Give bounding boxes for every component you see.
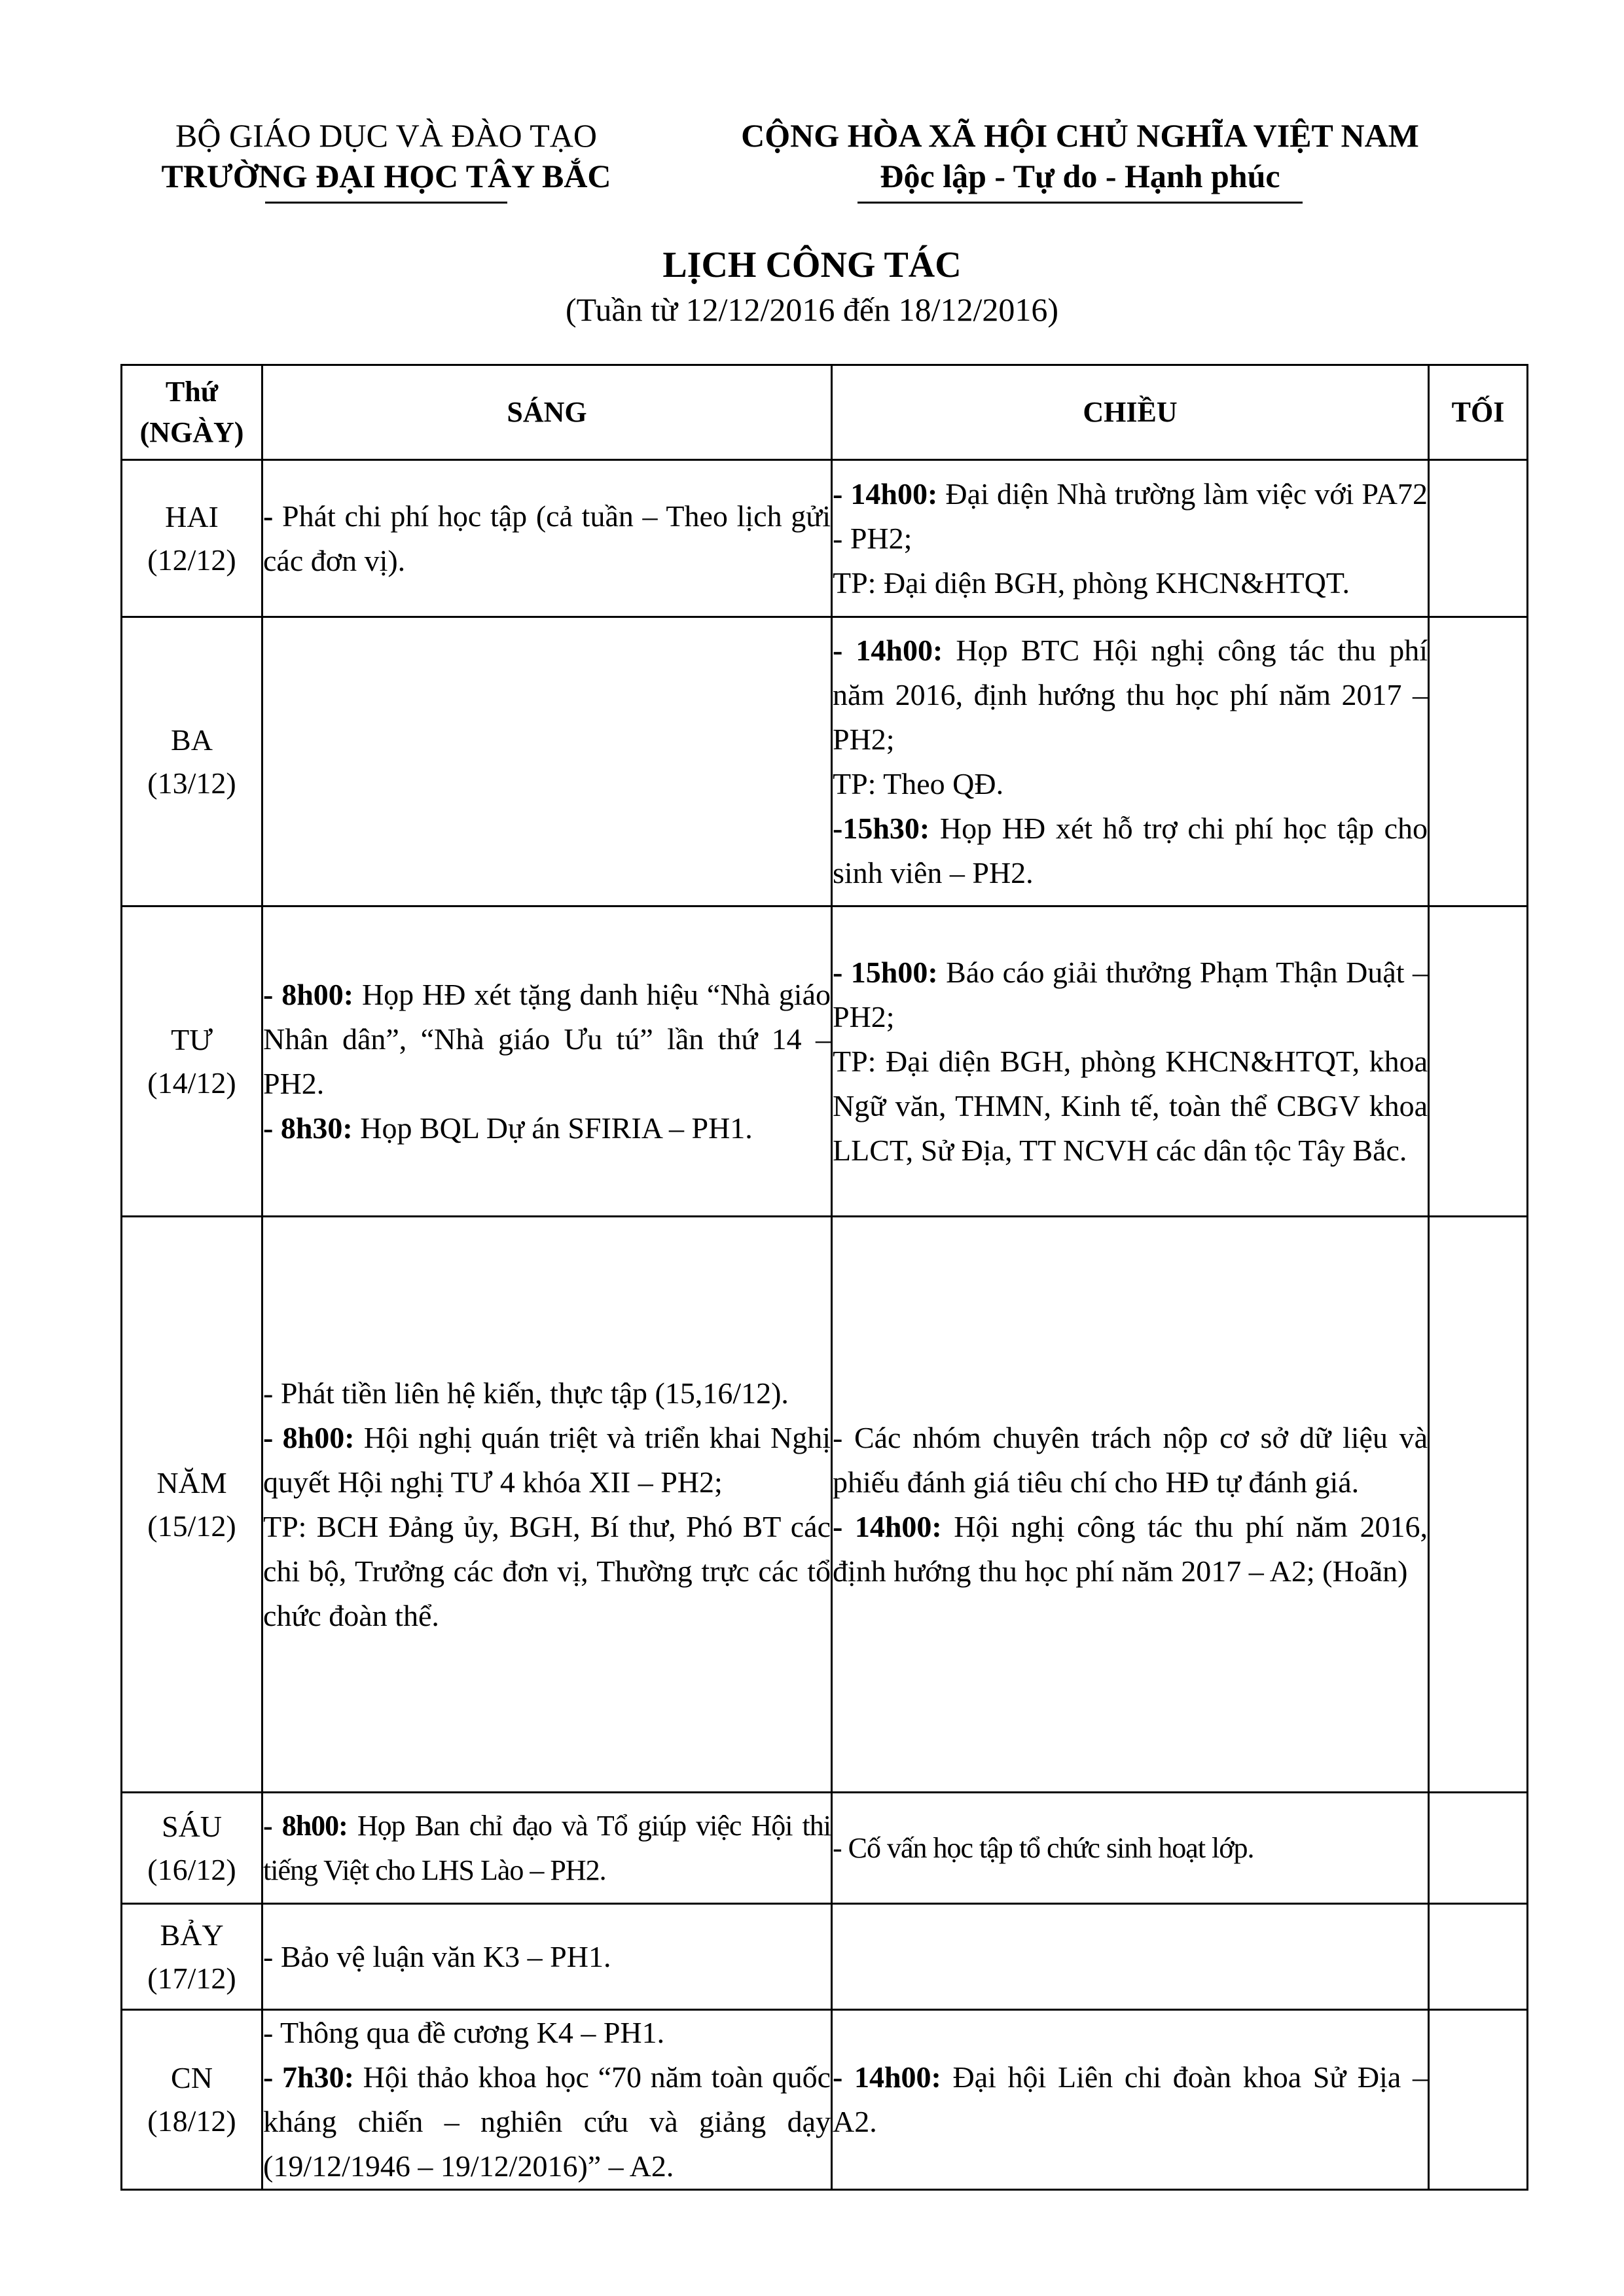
afternoon-cell <box>832 906 1429 1217</box>
day-name: BA <box>171 723 213 757</box>
entry-text: Hội thảo khoa học “70 năm toàn quốc kháng chiến – nghiên cứu và giảng dạy (19/12/1946 – 19/12/2016)” – A2. <box>263 2060 831 2183</box>
morning-cell <box>262 906 832 1217</box>
entry-text: Phát chi phí học tập (cả tuần – Theo lịch gửi các đơn vị). <box>263 499 831 577</box>
evening-cell <box>1429 906 1528 1217</box>
entry-time: - 15h00: <box>833 955 938 989</box>
entry-text: - Các nhóm chuyên trách nộp cơ sở dữ liệu và phiếu đánh giá tiêu chí cho HĐ tự đánh giá. <box>833 1420 1428 1499</box>
morning-cell <box>262 2010 832 2190</box>
entry-text: Họp Ban chỉ đạo và Tổ giúp việc Hội thi tiếng Việt cho LHS Lào – PH2. <box>263 1809 831 1886</box>
afternoon-cell <box>832 2010 1429 2190</box>
entry-text: - Bảo vệ luận văn K3 – PH1. <box>263 1939 611 1973</box>
morning-cell <box>262 1793 832 1904</box>
day-date: (14/12) <box>147 1066 236 1100</box>
entry-text: Đại hội Liên chi đoàn khoa Sử Địa – A2. <box>833 2060 1428 2138</box>
national-motto: Độc lập - Tự do - Hạnh phúc <box>880 158 1280 194</box>
morning-entry <box>263 494 831 583</box>
afternoon-entry <box>833 1826 1428 1871</box>
table-row <box>122 1904 1528 2010</box>
afternoon-cell <box>832 1793 1429 1904</box>
afternoon-entry <box>833 472 1428 561</box>
morning-entry <box>263 1106 831 1151</box>
header-evening: TỐI <box>1429 365 1528 460</box>
afternoon-cell <box>832 1904 1429 2010</box>
entry-text: Họp HĐ xét tặng danh hiệu “Nhà giáo Nhân dân”, “Nhà giáo Ưu tú” lần thứ 14 – PH2. <box>263 977 831 1100</box>
header-morning: SÁNG <box>262 365 832 460</box>
entry-time: - 14h00: <box>833 1509 942 1543</box>
table-row <box>122 2010 1528 2190</box>
day-date: (15/12) <box>147 1509 236 1543</box>
header-day <box>122 365 262 460</box>
morning-entry <box>263 2055 831 2189</box>
morning-entry <box>263 1371 831 1416</box>
afternoon-entry <box>833 1039 1428 1173</box>
day-date: (13/12) <box>147 766 236 800</box>
national-header <box>681 115 1479 204</box>
entry-time: -15h30: <box>833 811 930 845</box>
day-name: SÁU <box>161 1809 223 1843</box>
table-row <box>122 617 1528 906</box>
day-cell <box>122 906 262 1217</box>
org-header <box>98 115 674 204</box>
entry-text: Họp BTC Hội nghị công tác thu phí năm 2016, định hướng thu học phí năm 2017 – PH2; <box>833 633 1428 756</box>
entry-text: TP: BCH Đảng ủy, BGH, Bí thư, Phó BT các chi bộ, Trưởng các đơn vị, Thường trực các tổ chức đoàn thể. <box>263 1509 831 1632</box>
afternoon-cell <box>832 617 1429 906</box>
entry-time: - 7h30: <box>263 2060 354 2094</box>
org-underline <box>265 202 507 204</box>
day-cell <box>122 2010 262 2190</box>
day-cell <box>122 1793 262 1904</box>
table-row <box>122 1793 1528 1904</box>
day-name: BẢY <box>160 1918 224 1952</box>
morning-entry <box>263 1416 831 1505</box>
day-date: (17/12) <box>147 1961 236 1995</box>
entry-text: - Cố vấn học tập tổ chức sinh hoạt lớp. <box>833 1831 1254 1864</box>
afternoon-cell <box>832 1217 1429 1793</box>
entry-time: - <box>263 499 274 533</box>
day-cell <box>122 460 262 617</box>
entry-text: TP: Theo QĐ. <box>833 766 1004 800</box>
evening-cell <box>1429 1217 1528 1793</box>
morning-cell <box>262 1217 832 1793</box>
afternoon-entry <box>833 806 1428 895</box>
entry-text: - Phát tiền liên hệ kiến, thực tập (15,16/12). <box>263 1376 789 1410</box>
entry-text: TP: Đại diện BGH, phòng KHCN&HTQT. <box>833 565 1350 600</box>
day-cell <box>122 617 262 906</box>
morning-cell <box>262 617 832 906</box>
header-afternoon: CHIỀU <box>832 365 1429 460</box>
document-title: LỊCH CÔNG TÁC <box>662 245 962 285</box>
afternoon-cell <box>832 460 1429 617</box>
motto-underline <box>857 202 1303 204</box>
evening-cell <box>1429 1904 1528 2010</box>
table-row <box>122 906 1528 1217</box>
evening-cell <box>1429 460 1528 617</box>
afternoon-entry <box>833 950 1428 1039</box>
day-name: HAI <box>165 499 219 533</box>
morning-entry <box>263 973 831 1106</box>
entry-time: - 14h00: <box>833 2060 941 2094</box>
morning-cell <box>262 1904 832 2010</box>
entry-text: - Thông qua đề cương K4 – PH1. <box>263 2016 665 2049</box>
day-date: (16/12) <box>147 1852 236 1886</box>
morning-entry <box>263 1505 831 1638</box>
evening-cell <box>1429 1793 1528 1904</box>
morning-entry <box>263 1935 831 1979</box>
evening-cell <box>1429 2010 1528 2190</box>
afternoon-entry <box>833 2055 1428 2144</box>
day-cell <box>122 1904 262 2010</box>
document-subtitle: (Tuần từ 12/12/2016 đến 18/12/2016) <box>565 291 1059 328</box>
table-row <box>122 460 1528 617</box>
entry-time: - 8h00: <box>263 1420 355 1454</box>
afternoon-entry <box>833 561 1428 605</box>
entry-text: Hội nghị quán triệt và triển khai Nghị quyết Hội nghị TƯ 4 khóa XII – PH2; <box>263 1420 831 1499</box>
afternoon-entry <box>833 1416 1428 1505</box>
entry-text: TP: Đại diện BGH, phòng KHCN&HTQT, khoa Ngữ văn, THMN, Kinh tế, toàn thể CBGV khoa LLCT, Sử Địa, TT NCVH các dân tộc Tây Bắc. <box>833 1044 1428 1167</box>
evening-cell <box>1429 617 1528 906</box>
entry-text: Họp BQL Dự án SFIRIA – PH1. <box>352 1111 753 1145</box>
day-date: (12/12) <box>147 543 236 577</box>
day-name: NĂM <box>156 1465 227 1499</box>
entry-text: Báo cáo giải thưởng Phạm Thận Duật – PH2; <box>833 955 1428 1033</box>
header-day-line2: (NGÀY) <box>139 416 244 448</box>
table-row <box>122 1217 1528 1793</box>
morning-cell <box>262 460 832 617</box>
entry-text: Hội nghị công tác thu phí năm 2016, định hướng thu học phí năm 2017 – A2; (Hoãn) <box>833 1509 1428 1588</box>
day-name: TƯ <box>171 1022 213 1056</box>
entry-time: - 8h00: <box>263 1809 348 1842</box>
entry-text: Họp HĐ xét hỗ trợ chi phí học tập cho sinh viên – PH2. <box>833 811 1428 889</box>
afternoon-entry <box>833 628 1428 762</box>
afternoon-entry <box>833 762 1428 806</box>
header-day-line1: Thứ <box>165 376 219 408</box>
day-name: CN <box>171 2061 213 2094</box>
country-name: CỘNG HÒA XÃ HỘI CHỦ NGHĨA VIỆT NAM <box>741 117 1419 154</box>
morning-entry <box>263 2011 831 2055</box>
entry-time: - 8h30: <box>263 1111 353 1145</box>
university-name: TRƯỜNG ĐẠI HỌC TÂY BẮC <box>161 158 611 194</box>
ministry-name: BỘ GIÁO DỤC VÀ ĐÀO TẠO <box>175 117 597 154</box>
day-cell <box>122 1217 262 1793</box>
entry-text: Đại diện Nhà trường làm việc với PA72 - PH2; <box>833 476 1428 555</box>
morning-entry <box>263 1804 831 1893</box>
entry-time: - 8h00: <box>263 977 354 1011</box>
schedule-table <box>120 364 1528 2191</box>
day-date: (18/12) <box>147 2104 236 2138</box>
entry-time: - 14h00: <box>833 476 938 511</box>
afternoon-entry <box>833 1505 1428 1594</box>
entry-time: - 14h00: <box>833 633 943 667</box>
table-header-row <box>122 365 1528 460</box>
